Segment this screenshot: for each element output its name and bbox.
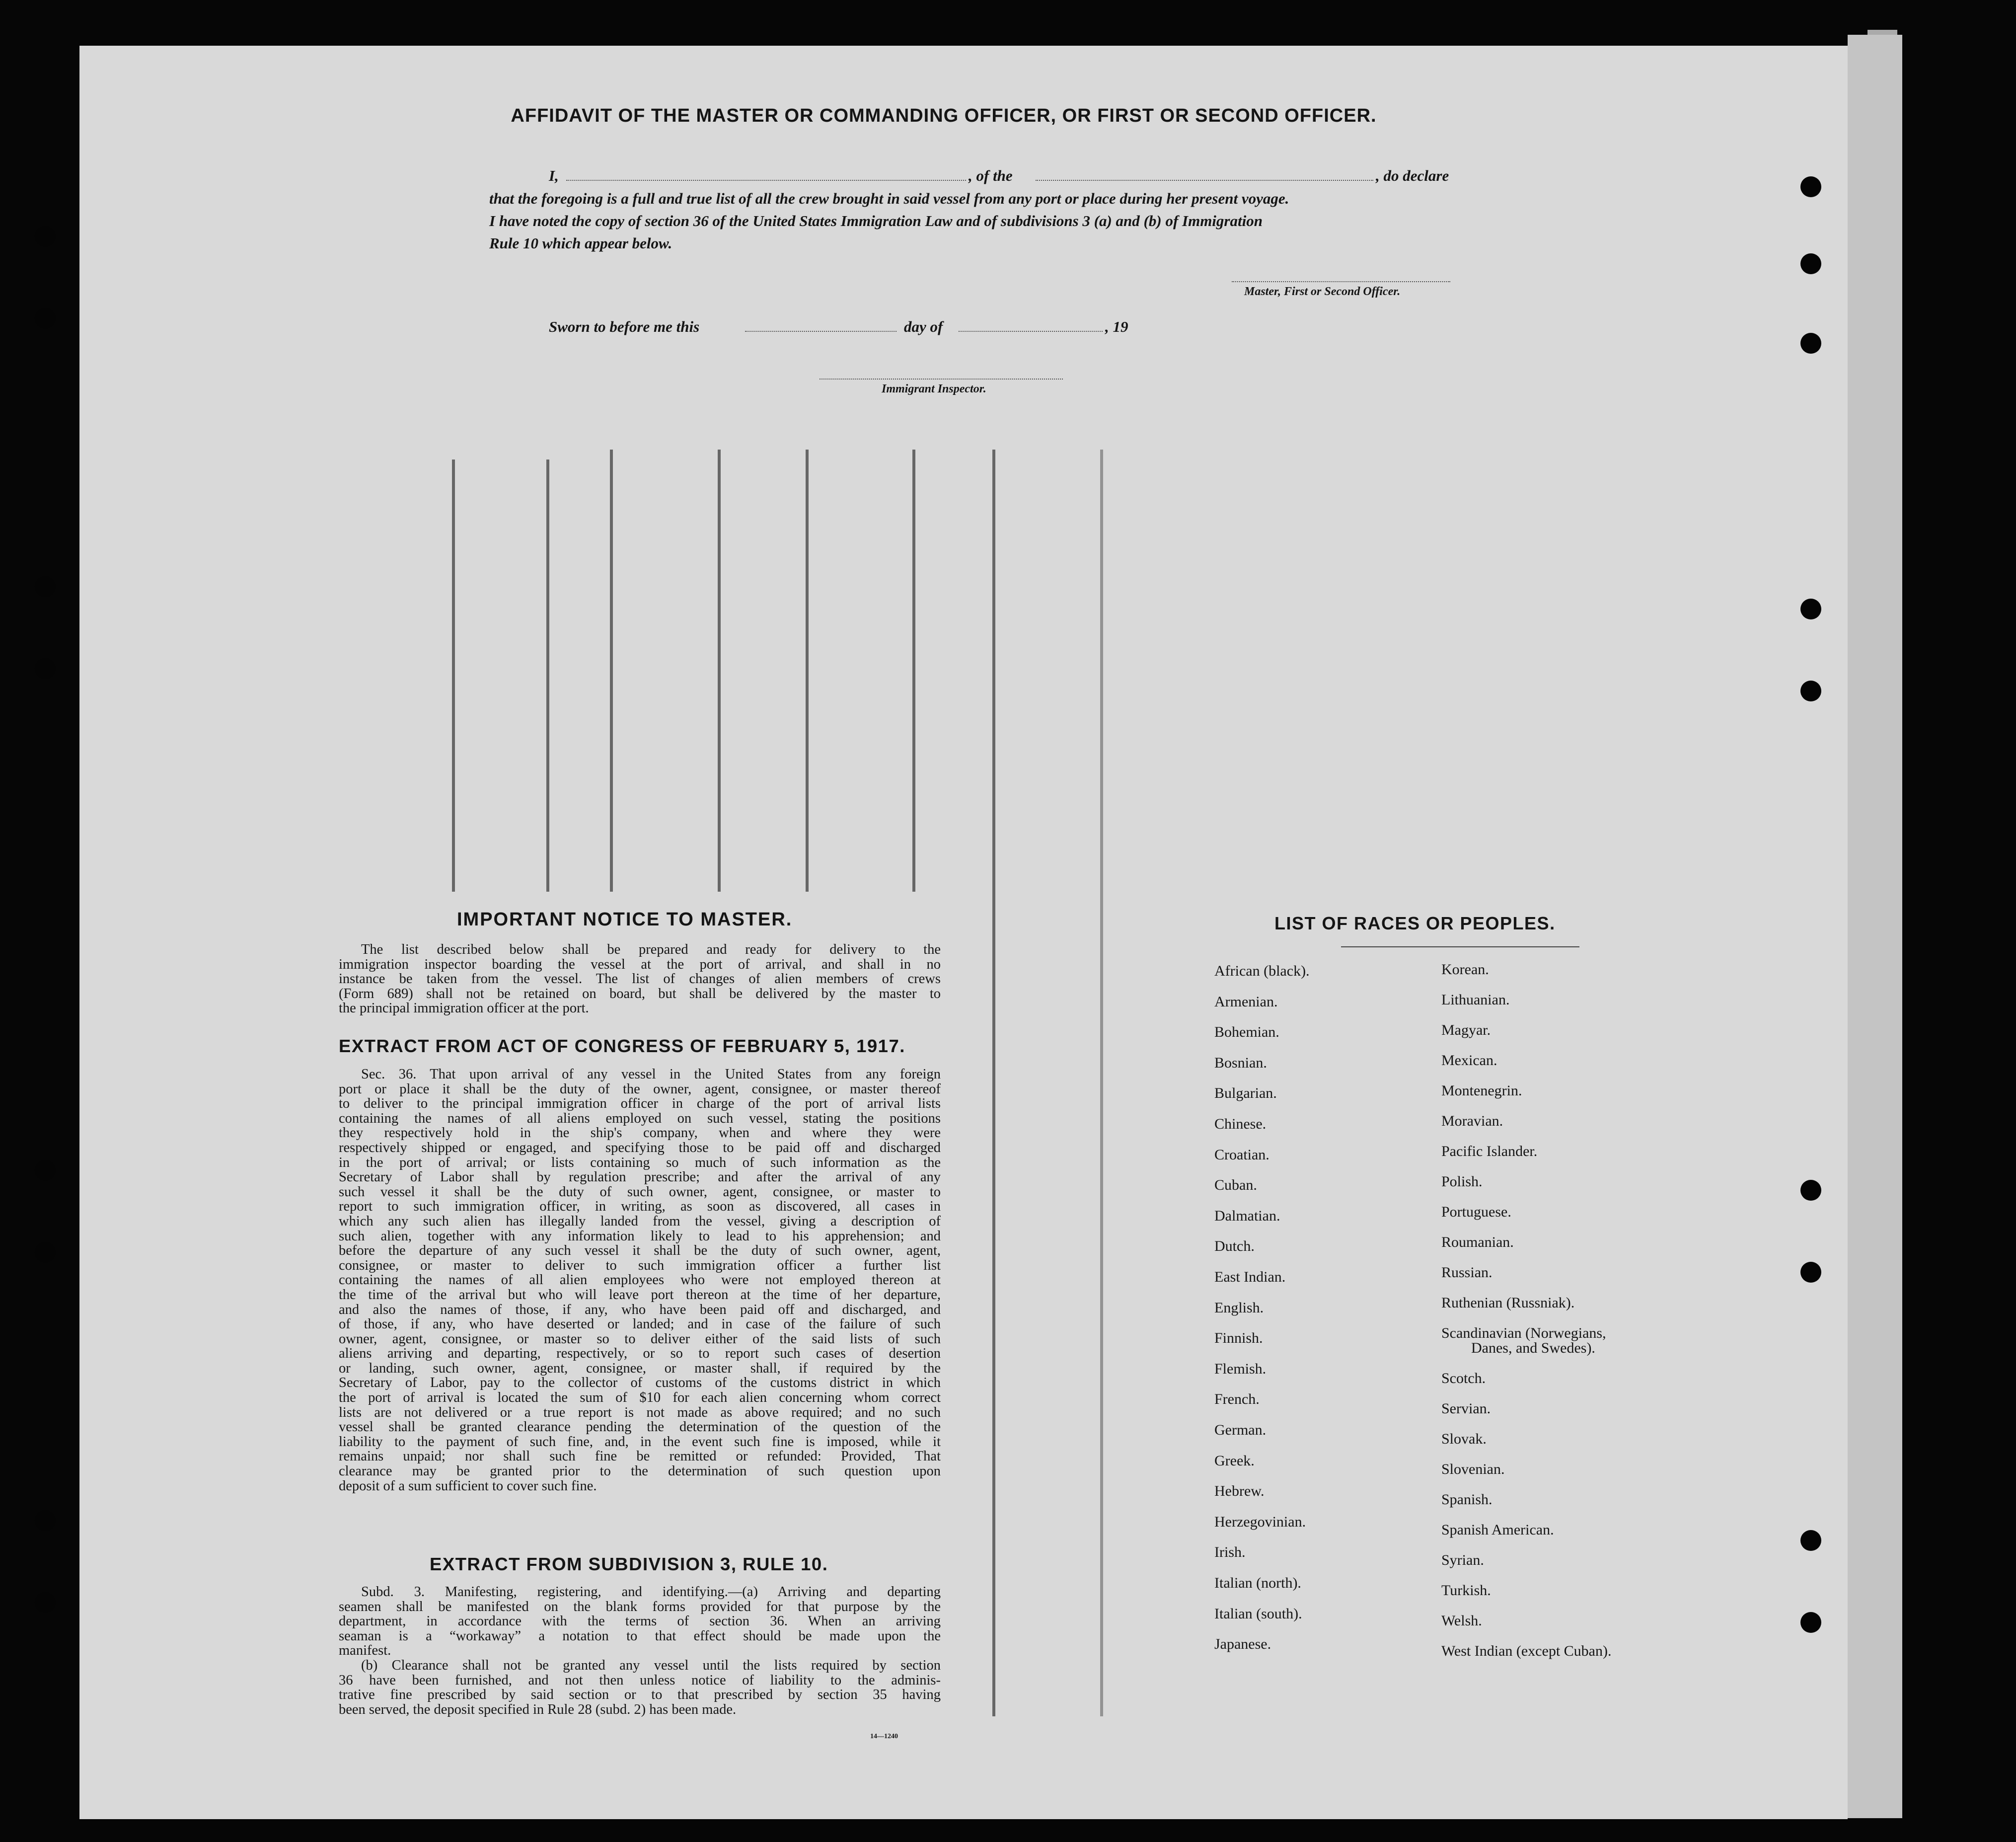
sworn-text: Sworn to before me this	[549, 318, 700, 335]
binder-hole	[35, 1592, 56, 1613]
master-caption: Master, First or Second Officer.	[1244, 285, 1401, 298]
race-item: East Indian.	[1214, 1269, 1286, 1285]
race-item: Croatian.	[1214, 1146, 1269, 1163]
race-item: Dalmatian.	[1214, 1207, 1280, 1224]
race-item: Finnish.	[1214, 1330, 1263, 1347]
text-line: such vessel it shall be the duty of such owner, agent, consignee, or master to	[339, 1184, 941, 1200]
extract-act-title: EXTRACT FROM ACT OF CONGRESS OF FEBRUARY 5, 1917.	[339, 1036, 905, 1056]
sworn-day-blank[interactable]	[745, 331, 896, 332]
text-line: they respectively hold in the ship's company, when and where they were	[339, 1126, 941, 1141]
text-line: or landing, such owner, agent, consignee, or master shall, if required by the	[339, 1361, 941, 1376]
text-line: containing the names of all aliens employed on such vessel, stating the positions	[339, 1111, 941, 1126]
race-item: English.	[1214, 1299, 1264, 1316]
race-item: Spanish American.	[1441, 1522, 1554, 1538]
text-line: such alien, together with any information likely to lead to his apprehension; and	[339, 1228, 941, 1244]
race-item: Bosnian.	[1214, 1054, 1267, 1071]
text-line: Secretary of Labor, pay to the collector of customs of the customs district in which	[339, 1376, 941, 1391]
affidavit-i: I,	[549, 167, 559, 184]
column-rule	[806, 450, 809, 892]
text-line: aliens arriving and departing, respectively, or so to report such cases of desertion	[339, 1346, 941, 1361]
affidavit-declare: , do declare	[1376, 167, 1449, 184]
text-line: before the departure of any such vessel it shall be the duty of such owner, agent,	[339, 1243, 941, 1258]
race-item: Ruthenian (Russniak).	[1441, 1295, 1575, 1311]
text-line: the time of the arrival but who will leave port thereon at the time of her departure,	[339, 1287, 941, 1303]
column-rule	[546, 460, 549, 892]
race-item: Italian (south).	[1214, 1605, 1302, 1622]
binder-hole	[35, 1510, 56, 1531]
text-line: Subd. 3. Manifesting, registering, and identifying.—(a) Arriving and departing	[361, 1585, 941, 1600]
race-item: Servian.	[1441, 1400, 1491, 1417]
race-item: Slovenian.	[1441, 1461, 1505, 1477]
text-line: of those, if any, who have deserted or landed; and in case of the failure of such	[339, 1317, 941, 1332]
race-item: Montenegrin.	[1441, 1082, 1522, 1099]
race-item: Danes, and Swedes).	[1471, 1340, 1595, 1356]
binder-hole	[35, 308, 56, 329]
text-line: instance be taken from the vessel. The list of changes of alien members of crews	[339, 972, 941, 987]
races-title: LIST OF RACES OR PEOPLES.	[1274, 913, 1556, 933]
race-item: Portuguese.	[1441, 1204, 1511, 1220]
race-item: Polish.	[1441, 1173, 1483, 1190]
text-line: the port of arrival is located the sum of $10 for each alien concerning whom correct	[339, 1390, 941, 1405]
text-line: port or place it shall be the duty of the owner, agent, consignee, or master thereof	[339, 1081, 941, 1097]
column-rule	[452, 460, 455, 892]
text-line: and also the names of those, if any, who have been paid off and discharged, and	[339, 1302, 941, 1317]
text-line: vessel shall be granted clearance pending the determination of the question of the	[339, 1420, 941, 1435]
binder-hole	[1800, 176, 1821, 197]
name-blank[interactable]	[566, 180, 966, 181]
race-item: Lithuanian.	[1441, 992, 1510, 1008]
race-item: Korean.	[1441, 961, 1489, 978]
race-item: Japanese.	[1214, 1636, 1271, 1653]
race-item: Scotch.	[1441, 1370, 1486, 1386]
race-item: Cuban.	[1214, 1177, 1257, 1194]
year-text: , 19	[1105, 318, 1128, 335]
column-rule	[610, 450, 613, 892]
text-line: to deliver to the principal immigration officer in charge of the port of arrival lists	[339, 1096, 941, 1111]
race-item: Bulgarian.	[1214, 1085, 1277, 1102]
signature-blank[interactable]	[1232, 281, 1450, 282]
column-rule	[1100, 450, 1103, 1716]
text-line: which any such alien has illegally landed from the vessel, giving a description of	[339, 1214, 941, 1229]
race-item: African (black).	[1214, 963, 1310, 979]
text-line: The list described below shall be prepared and ready for delivery to the	[361, 942, 941, 957]
text-line: remains unpaid; nor shall such fine be remitted or refunded: Provided, That	[339, 1449, 941, 1464]
race-item: Syrian.	[1441, 1552, 1484, 1568]
race-item: Armenian.	[1214, 993, 1278, 1010]
column-rule	[718, 450, 721, 892]
inspector-caption: Immigrant Inspector.	[882, 383, 986, 395]
affidavit-of-the: , of the	[969, 167, 1013, 184]
document-page	[79, 46, 1848, 1819]
binder-hole	[1800, 333, 1821, 354]
affidavit-title: AFFIDAVIT OF THE MASTER OR COMMANDING OFFICER, OR FIRST OR SECOND OFFICER.	[511, 105, 1377, 126]
text-line: report to such immigration officer, in writing, as soon as discovered, all cases in	[339, 1199, 941, 1214]
binder-hole	[35, 658, 56, 679]
notice-title: IMPORTANT NOTICE TO MASTER.	[457, 909, 793, 930]
text-line: owner, agent, consignee, or master so to deliver either of the said lists of such	[339, 1331, 941, 1347]
race-item: Welsh.	[1441, 1612, 1482, 1629]
text-line: been served, the deposit specified in Rule 28 (subd. 2) has been made.	[339, 1702, 737, 1717]
text-line: (b) Clearance shall not be granted any vessel until the lists required by section	[361, 1658, 941, 1673]
sworn-month-blank[interactable]	[959, 331, 1103, 332]
binder-hole	[1800, 1612, 1821, 1633]
binder-hole	[1800, 1180, 1821, 1201]
race-item: Pacific Islander.	[1441, 1143, 1538, 1159]
binder-hole	[35, 226, 56, 247]
binder-hole	[1800, 1530, 1821, 1551]
race-item: Scandinavian (Norwegians,	[1441, 1325, 1606, 1341]
text-line: immigration inspector boarding the vessel at the port of arrival, and shall in no	[339, 957, 941, 972]
race-item: Spanish.	[1441, 1491, 1493, 1508]
binder-hole	[1800, 599, 1821, 619]
race-item: Chinese.	[1214, 1116, 1267, 1132]
race-item: Russian.	[1441, 1264, 1493, 1281]
text-line: the principal immigration officer at the port.	[339, 1001, 589, 1016]
column-rule	[912, 450, 915, 892]
race-item: Greek.	[1214, 1452, 1255, 1469]
race-item: Roumanian.	[1441, 1234, 1514, 1250]
race-item: Slovak.	[1441, 1431, 1487, 1447]
day-of-text: day of	[904, 318, 943, 335]
race-item: Herzegovinian.	[1214, 1513, 1306, 1530]
binder-hole	[1800, 681, 1821, 701]
text-line: seamen shall be manifested on the blank forms provided for that purpose by the	[339, 1599, 941, 1614]
text-line: (Form 689) shall not be retained on board, but shall be delivered by the master to	[339, 986, 941, 1001]
binder-hole	[1800, 253, 1821, 274]
race-item: Mexican.	[1441, 1052, 1497, 1069]
text-line: 36 have been furnished, and not then unless notice of liability to the adminis-	[339, 1673, 941, 1688]
text-line: department, in accordance with the terms of section 36. When an arriving	[339, 1614, 941, 1629]
section-36-paragraph	[339, 1067, 941, 1493]
text-line: containing the names of all alien employees who were not employed thereon at	[339, 1273, 941, 1288]
paper-back-edge	[1848, 35, 1902, 1818]
form-number: 14—1240	[870, 1733, 898, 1740]
text-line: respectively shipped or engaged, and specifying those to be paid off and discharged	[339, 1140, 941, 1155]
text-line: in the port of arrival; or lists containing so much of such information as the	[339, 1155, 941, 1170]
race-item: Flemish.	[1214, 1360, 1267, 1377]
race-item: Hebrew.	[1214, 1483, 1265, 1500]
binder-hole	[35, 1242, 56, 1263]
race-item: French.	[1214, 1391, 1260, 1408]
vessel-blank[interactable]	[1036, 180, 1373, 181]
races-title-rule	[1341, 946, 1579, 947]
affidavit-line-2: that the foregoing is a full and true list of all the crew brought in said vessel from any port or place during her present voyage.	[489, 190, 1289, 207]
extract-rule-title: EXTRACT FROM SUBDIVISION 3, RULE 10.	[430, 1554, 828, 1574]
binder-hole	[1800, 1262, 1821, 1283]
race-item: Turkish.	[1441, 1582, 1491, 1599]
text-line: Sec. 36. That upon arrival of any vessel in the United States from any foreign	[361, 1067, 941, 1082]
text-line: trative fine prescribed by said section or to that prescribed by section 35 having	[339, 1688, 941, 1702]
binder-hole	[35, 576, 56, 597]
affidavit-line-4: Rule 10 which appear below.	[489, 234, 672, 252]
column-rule	[992, 450, 995, 1716]
race-item: Dutch.	[1214, 1238, 1255, 1255]
notice-paragraph	[339, 942, 941, 1016]
text-line: lists are not delivered or a true report is not made as above required; and no such	[339, 1405, 941, 1420]
race-item: German.	[1214, 1422, 1267, 1438]
text-line: liability to the payment of such fine, and, in the event such fine is imposed, while it	[339, 1434, 941, 1450]
text-line: manifest.	[339, 1643, 391, 1658]
text-line: deposit of a sum sufficient to cover such fine.	[339, 1478, 597, 1494]
race-item: Magyar.	[1441, 1022, 1491, 1038]
race-item: West Indian (except Cuban).	[1441, 1643, 1612, 1659]
rule-10-paragraph	[339, 1585, 941, 1717]
race-item: Irish.	[1214, 1544, 1246, 1561]
affidavit-line-3: I have noted the copy of section 36 of the United States Immigration Law and of subdivisions 3 (a) and (b) of Immigration	[489, 212, 1263, 230]
text-line: consignee, or master to deliver to such immigration officer a further list	[339, 1258, 941, 1273]
race-item: Moravian.	[1441, 1113, 1503, 1129]
text-line: Secretary of Labor shall by regulation prescribe; and after the arrival of any	[339, 1170, 941, 1185]
race-item: Italian (north).	[1214, 1575, 1301, 1591]
binder-hole	[35, 1160, 56, 1181]
race-item: Bohemian.	[1214, 1024, 1279, 1041]
text-line: seaman is a “workaway” a notation to that effect should be made upon the	[339, 1628, 941, 1644]
text-line: clearance may be granted prior to the determination of such question upon	[339, 1464, 941, 1479]
inspector-signature-blank[interactable]	[820, 379, 1063, 380]
